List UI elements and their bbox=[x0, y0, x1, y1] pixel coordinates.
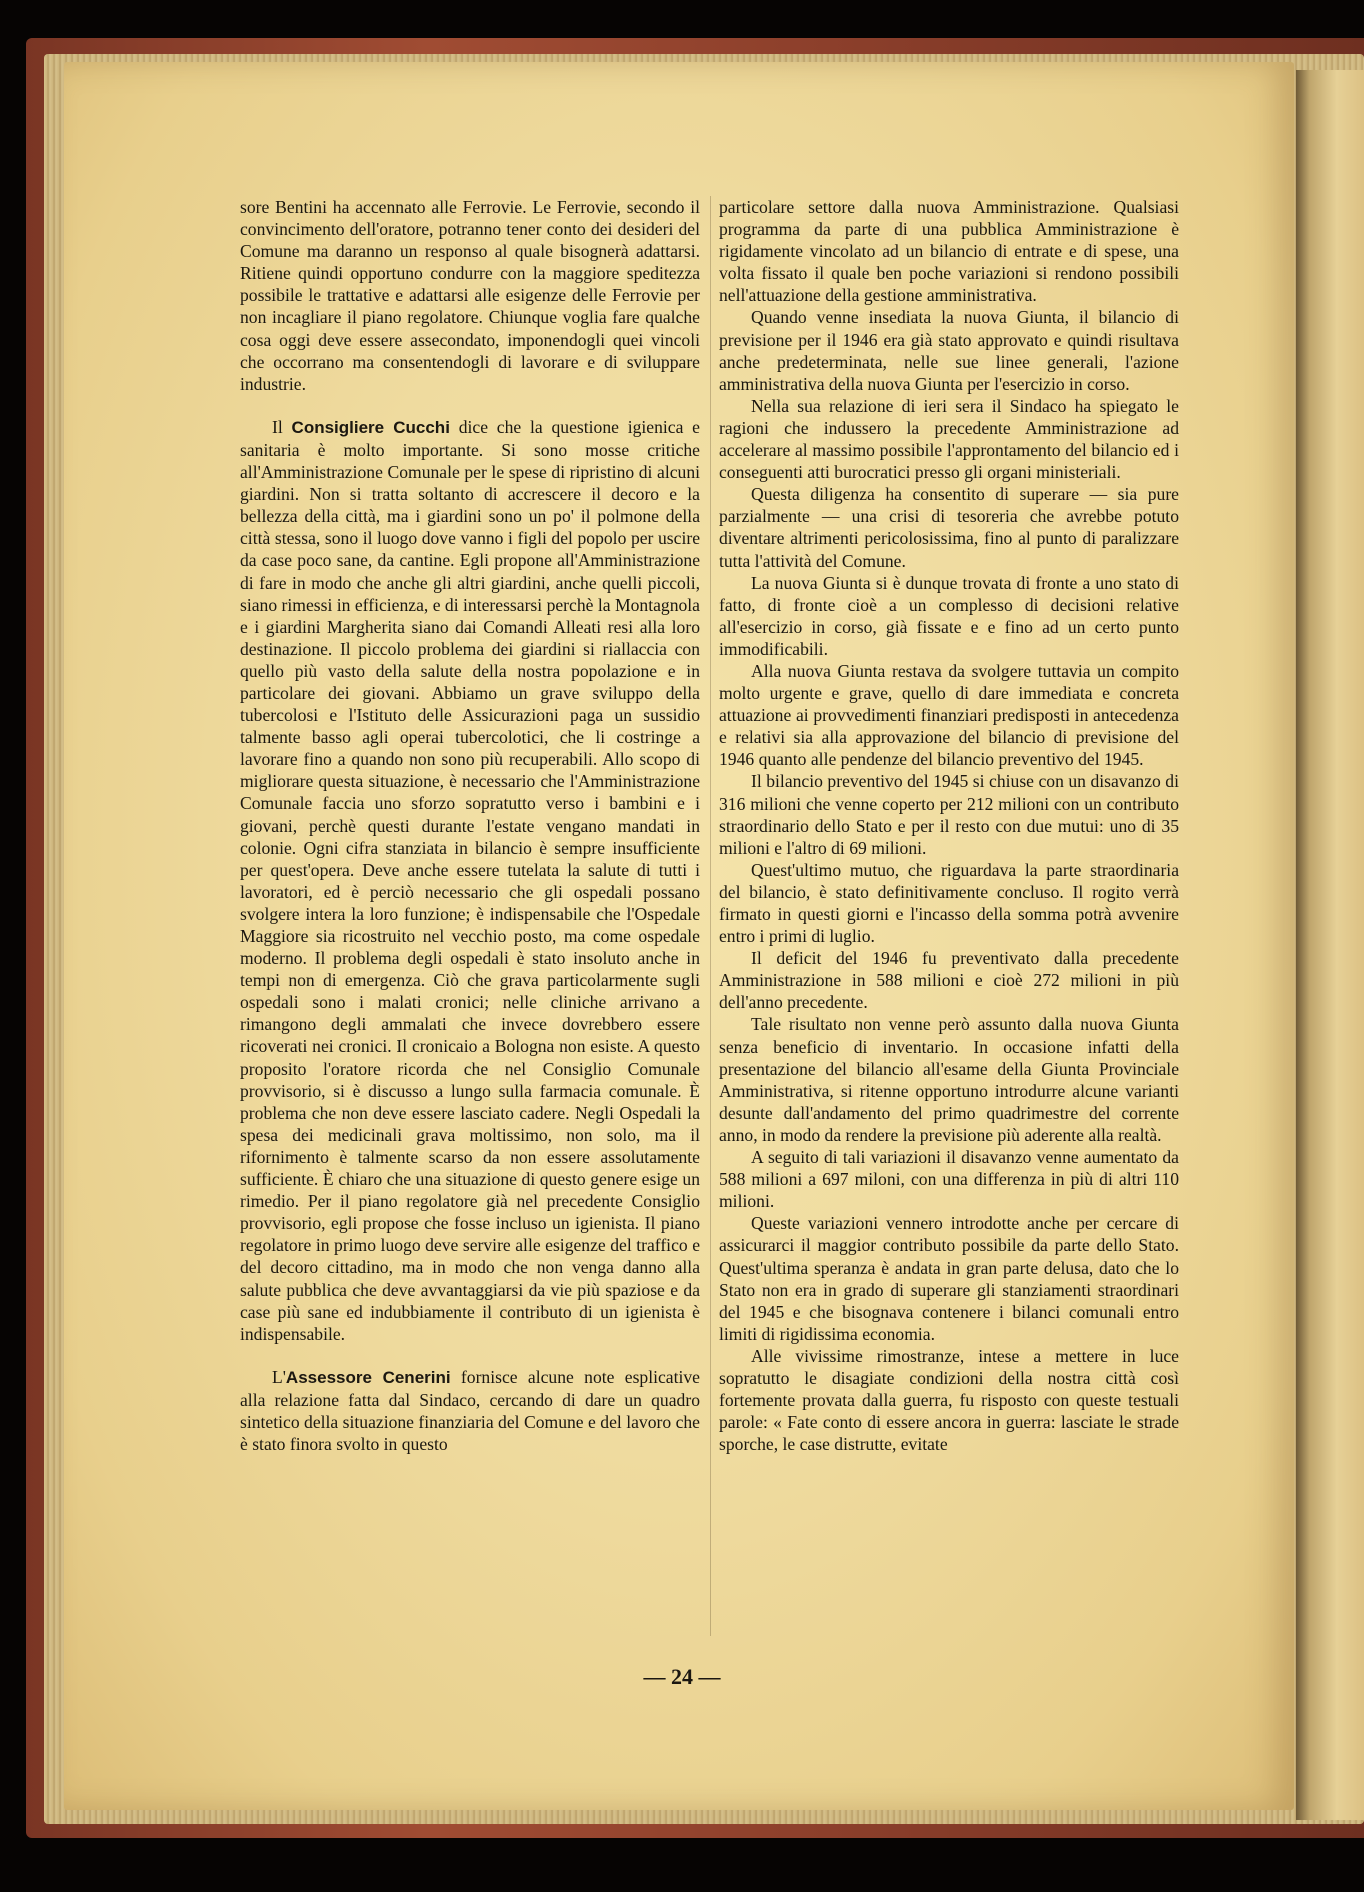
paragraph-cucchi bbox=[240, 416, 700, 1345]
paragraph: Alle vivissime rimostranze, intese a mettere in luce sopratutto le disagiate condizioni della nostra città così fortemente provata dalla guerra, fu risposto con queste testuali parole: « Fate conto di essere ancora in guerra: lasciate le strade sporche, le case distrutte, evitate bbox=[719, 1345, 1179, 1455]
paragraph: Quando venne insediata la nuova Giunta, il bilancio di previsione per il 1946 era già stato approvato e quindi risultava anche predeterminata, nelle sue linee generali, l'azione amministrativa della nuova Giunta per l'esercizio in corso. bbox=[719, 307, 1179, 394]
paragraph: particolare settore dalla nuova Amministrazione. Qualsiasi programma da parte di una pubblica Amministrazione è rigidamente vincolato ad un bilancio di entrate e di spese, una volta fissato il quale ben poche variazioni si rendono possibili nell'attuazione della gestione amministrativa. bbox=[719, 197, 1179, 306]
paragraph: Alla nuova Giunta restava da svolgere tuttavia un compito molto urgente e grave, quello di dare immediata e concreta attuazione ai provvedimenti finanziari predisposti in antecedenza e relativi sia alla approvazione del bilancio di previsione del 1946 quanto alle pendenze del bilancio preventivo del 1945. bbox=[719, 660, 1179, 770]
paragraph: A seguito di tali variazioni il disavanzo venne aumentato da 588 milioni a 697 miloni, con una differenza in più di altri 110 milioni. bbox=[719, 1147, 1179, 1212]
paragraph: La nuova Giunta si è dunque trovata di fronte a uno stato di fatto, di fronte cioè a un complesso di decisioni relative all'esercizio in corso, già fissate e e fino ad un certo punto immodificabili. bbox=[719, 572, 1179, 659]
paragraph: sore Bentini ha accennato alle Ferrovie. Le Ferrovie, secondo il convincimento dell'oratore, potranno tener conto dei desideri del Comune ma daranno un responso al quale bisognerà adattarsi. Ritiene quindi opportuno condurre con la maggiore speditezza possibile le trattative e adattarsi alle esigenze delle Ferrovie per non incagliare il piano regolatore. Chiunque voglia fare qualche cosa oggi deve essere assecondato, imponendogli quei vincoli che occorrano ma consentendogli di lavorare e di sviluppare industrie. bbox=[240, 197, 700, 394]
paragraph-text: dice che la questione igienica e sanitaria è molto importante. Si sono mosse critiche all'Amministrazione Comunale per le spese di ripristino di alcuni giardini. Non si tratta soltanto di accrescere il decoro e la bellezza della città, ma i giardini sono un po' il polmone della città stessa, sono il luogo dove vanno i figli del popolo per uscire da case poco sane, da cantine. Egli propone all'Amministrazione di fare in modo che anche gli altri giardini, anche quelli piccoli, siano rimessi in efficienza, e di interessarsi perchè la Montagnola e i giardini Margherita siano dai Comandi Alleati resi alla loro destinazione. Il piccolo problema dei giardini si riallaccia con quello più vasto della salute della nostra popolazione e in particolare dei giovani. Abbiamo un grave sviluppo della tubercolosi e l'Istituto delle Assicurazioni paga un sussidio talmente basso agli operai tubercolotici, che li costringe a lavorare fino a quando non sono più recuperabili. Allo scopo di migliorare questa situazione, è necessario che l'Amministrazione Comunale faccia uno sforzo sopratutto verso i bambini e i giovani, perchè questi durante l'estate vengano mandati in colonie. Ogni cifra stanziata in bilancio è sempre insufficiente per quest'opera. Deve anche essere tutelata la salute di tutti i lavoratori, ed è perciò necessario che gli ospedali possano svolgere intera la loro funzione; è indispensabile che l'Ospedale Maggiore sia ricostruito nel vecchio posto, ma come ospedale moderno. Il problema degli ospedali è stato insoluto anche in tempi non di emergenza. Ciò che grava particolarmente sugli ospedali sono i malati cronici; nelle cliniche arrivano a rimangono degli ammalati che invece dovrebbero essere ricoverati nei cronici. Il cronicaio a Bologna non esiste. A questo proposito l'oratore ricorda che nel Consiglio Comunale provvisorio, si è discusso a lungo sulla farmacia comunale. È problema che non deve essere lasciato cadere. Negli Ospedali la spesa dei medicinali grava moltissimo, non solo, ma il rifornimento è talmente scarso da non essere assolutamente sufficiente. È chiaro che una situazione di questo genere esige un rimedio. Per il piano regolatore già nel precedente Consiglio provvisorio, egli propose che fosse incluso un igienista. Il piano regolatore in primo luogo deve servire alle esigenze del traffico e del decoro cittadino, ma in modo che non venga danno alla salute pubblica che deve avvantaggiarsi da vie più spaziose e da case più sane ed indubbiamente il contributo di un igienista è indispensabile. bbox=[240, 416, 700, 1344]
paragraph: Il deficit del 1946 fu preventivato dalla precedente Amministrazione in 588 milioni e cioè 272 milioni in più dell'anno precedente. bbox=[719, 948, 1179, 1013]
paragraph: Queste variazioni vennero introdotte anche per cercare di assicurarci il maggior contributo possibile da parte dello Stato. Quest'ultima speranza è andata in gran parte delusa, dato che lo Stato non era in grado di superare gli stanziamenti straordinari del 1945 e che bisognava contenere i bilanci comunali entro limiti di rigidissima economia. bbox=[719, 1213, 1179, 1344]
paragraph-cenerini bbox=[240, 1366, 700, 1455]
column-divider bbox=[710, 196, 711, 1636]
speaker-prefix: Il bbox=[272, 416, 292, 437]
right-column bbox=[719, 196, 1179, 1455]
paragraph: Il bilancio preventivo del 1945 si chiuse con un disavanzo di 316 milioni che venne coperto per 212 milioni con un contributo straordinario dello Stato e per il resto con due mutui: uno di 35 milioni e l'altro di 69 milioni. bbox=[719, 771, 1179, 858]
speaker-prefix: L' bbox=[272, 1366, 286, 1387]
paragraph: Tale risultato non venne però assunto dalla nuova Giunta senza beneficio di inventario. In occasione infatti della presentazione del bilancio all'esame della Giunta Provinciale Amministrativa, si ritenne opportuno introdurre alcune varianti desunte dall'andamento del primo quadrimestre del corrente anno, in modo da rendere la previsione più aderente alla realtà. bbox=[719, 1014, 1179, 1145]
paragraph-text: fornisce alcune note esplicative alla relazione fatta dal Sindaco, cercando di dare un quadro sintetico della situazione finanziaria del Comune e del lavoro che è stato finora svolto in questo bbox=[240, 1366, 700, 1455]
speaker-name: Consigliere Cucchi bbox=[291, 417, 450, 437]
left-column bbox=[240, 196, 700, 1455]
speaker-name: Assessore Cenerini bbox=[285, 1367, 451, 1387]
paragraph: Questa diligenza ha consentito di superare — sia pure parzialmente — una crisi di tesoreria che avrebbe potuto diventare altrimenti pericolosissima, fino al punto di paralizzare tutta l'attività del Comune. bbox=[719, 484, 1179, 571]
facing-page-edge bbox=[1296, 70, 1364, 1820]
paragraph: Nella sua relazione di ieri sera il Sindaco ha spiegato le ragioni che indussero la precedente Amministrazione ad accelerare al massimo possibile l'approntamento del bilancio ed i conseguenti atti burocratici presso gli organi ministeriali. bbox=[719, 395, 1179, 483]
page-number: — 24 — bbox=[643, 1664, 721, 1689]
paragraph: Quest'ultimo mutuo, che riguardava la parte straordinaria del bilancio, è stato definitivamente concluso. Il rogito verrà firmato in questi giorni e l'incasso della somma potrà avvenire entro i primi di luglio. bbox=[719, 859, 1179, 947]
